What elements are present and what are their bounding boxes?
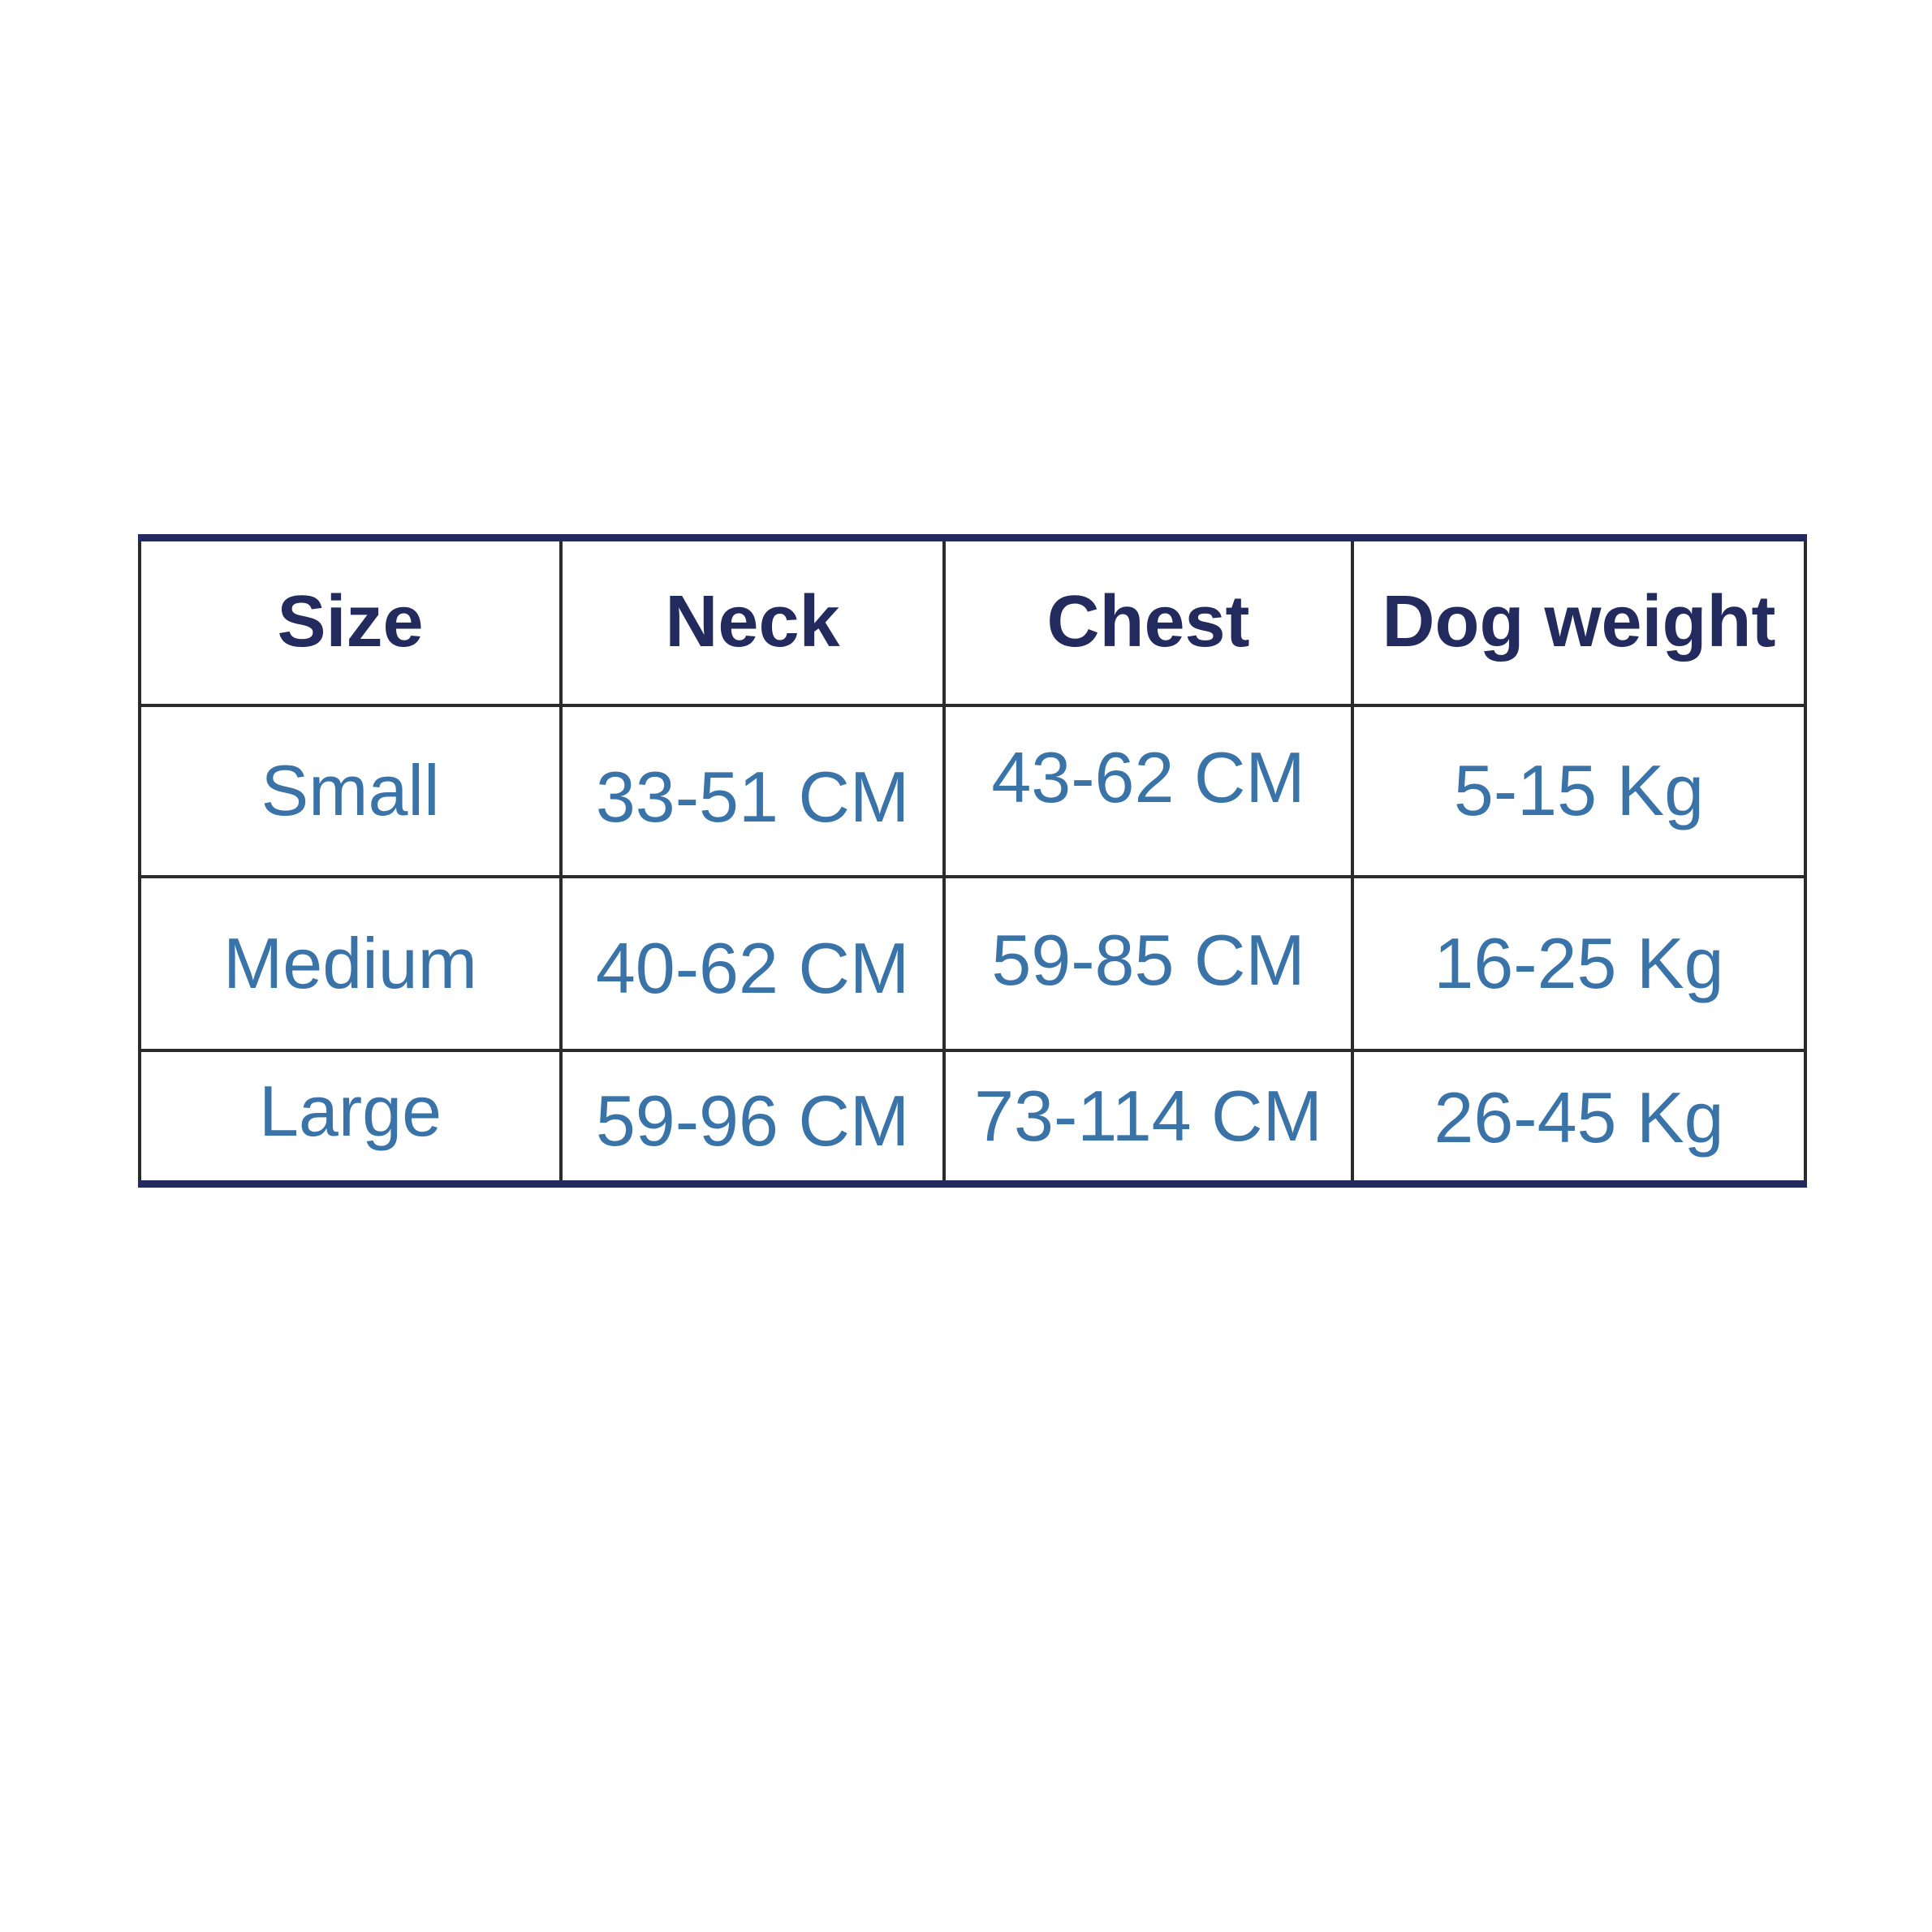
cell-small-neck-text: 33-51 CM [595, 757, 910, 837]
cell-small-weight-text: 5-15 Kg [1453, 750, 1705, 830]
dog-size-chart-table [138, 534, 1807, 1188]
cell-medium-size [140, 877, 561, 1050]
cell-large-size [140, 1050, 561, 1184]
table-row-small [140, 705, 1805, 877]
cell-small-weight [1352, 705, 1805, 877]
cell-small-chest-text: 43-62 CM [991, 737, 1305, 817]
table-row-medium [140, 877, 1805, 1050]
header-cell-neck: Neck [561, 538, 944, 705]
cell-medium-size-text: Medium [223, 922, 477, 1003]
cell-large-weight-text: 26-45 Kg [1434, 1076, 1724, 1158]
header-cell-dog-weight: Dog weight [1352, 538, 1805, 705]
cell-medium-neck [561, 877, 944, 1050]
cell-large-chest-text: 73-114 CM [974, 1075, 1322, 1156]
cell-medium-weight [1352, 877, 1805, 1050]
cell-large-chest [944, 1050, 1352, 1184]
cell-large-size-text: Large [258, 1070, 442, 1151]
cell-medium-weight-text: 16-25 Kg [1434, 922, 1724, 1003]
header-cell-chest: Chest [944, 538, 1352, 705]
cell-large-neck-text: 59-96 CM [595, 1080, 910, 1161]
cell-small-neck [561, 705, 944, 877]
cell-small-size-text: Small [261, 750, 440, 830]
cell-medium-neck-text: 40-62 CM [595, 927, 910, 1008]
cell-small-chest [944, 705, 1352, 877]
cell-large-weight [1352, 1050, 1805, 1184]
table-header-row [140, 538, 1805, 705]
cell-medium-chest-text: 59-85 CM [991, 919, 1305, 1000]
header-cell-size: Size [140, 538, 561, 705]
cell-small-size [140, 705, 561, 877]
cell-medium-chest [944, 877, 1352, 1050]
cell-large-neck [561, 1050, 944, 1184]
table-row-large [140, 1050, 1805, 1184]
